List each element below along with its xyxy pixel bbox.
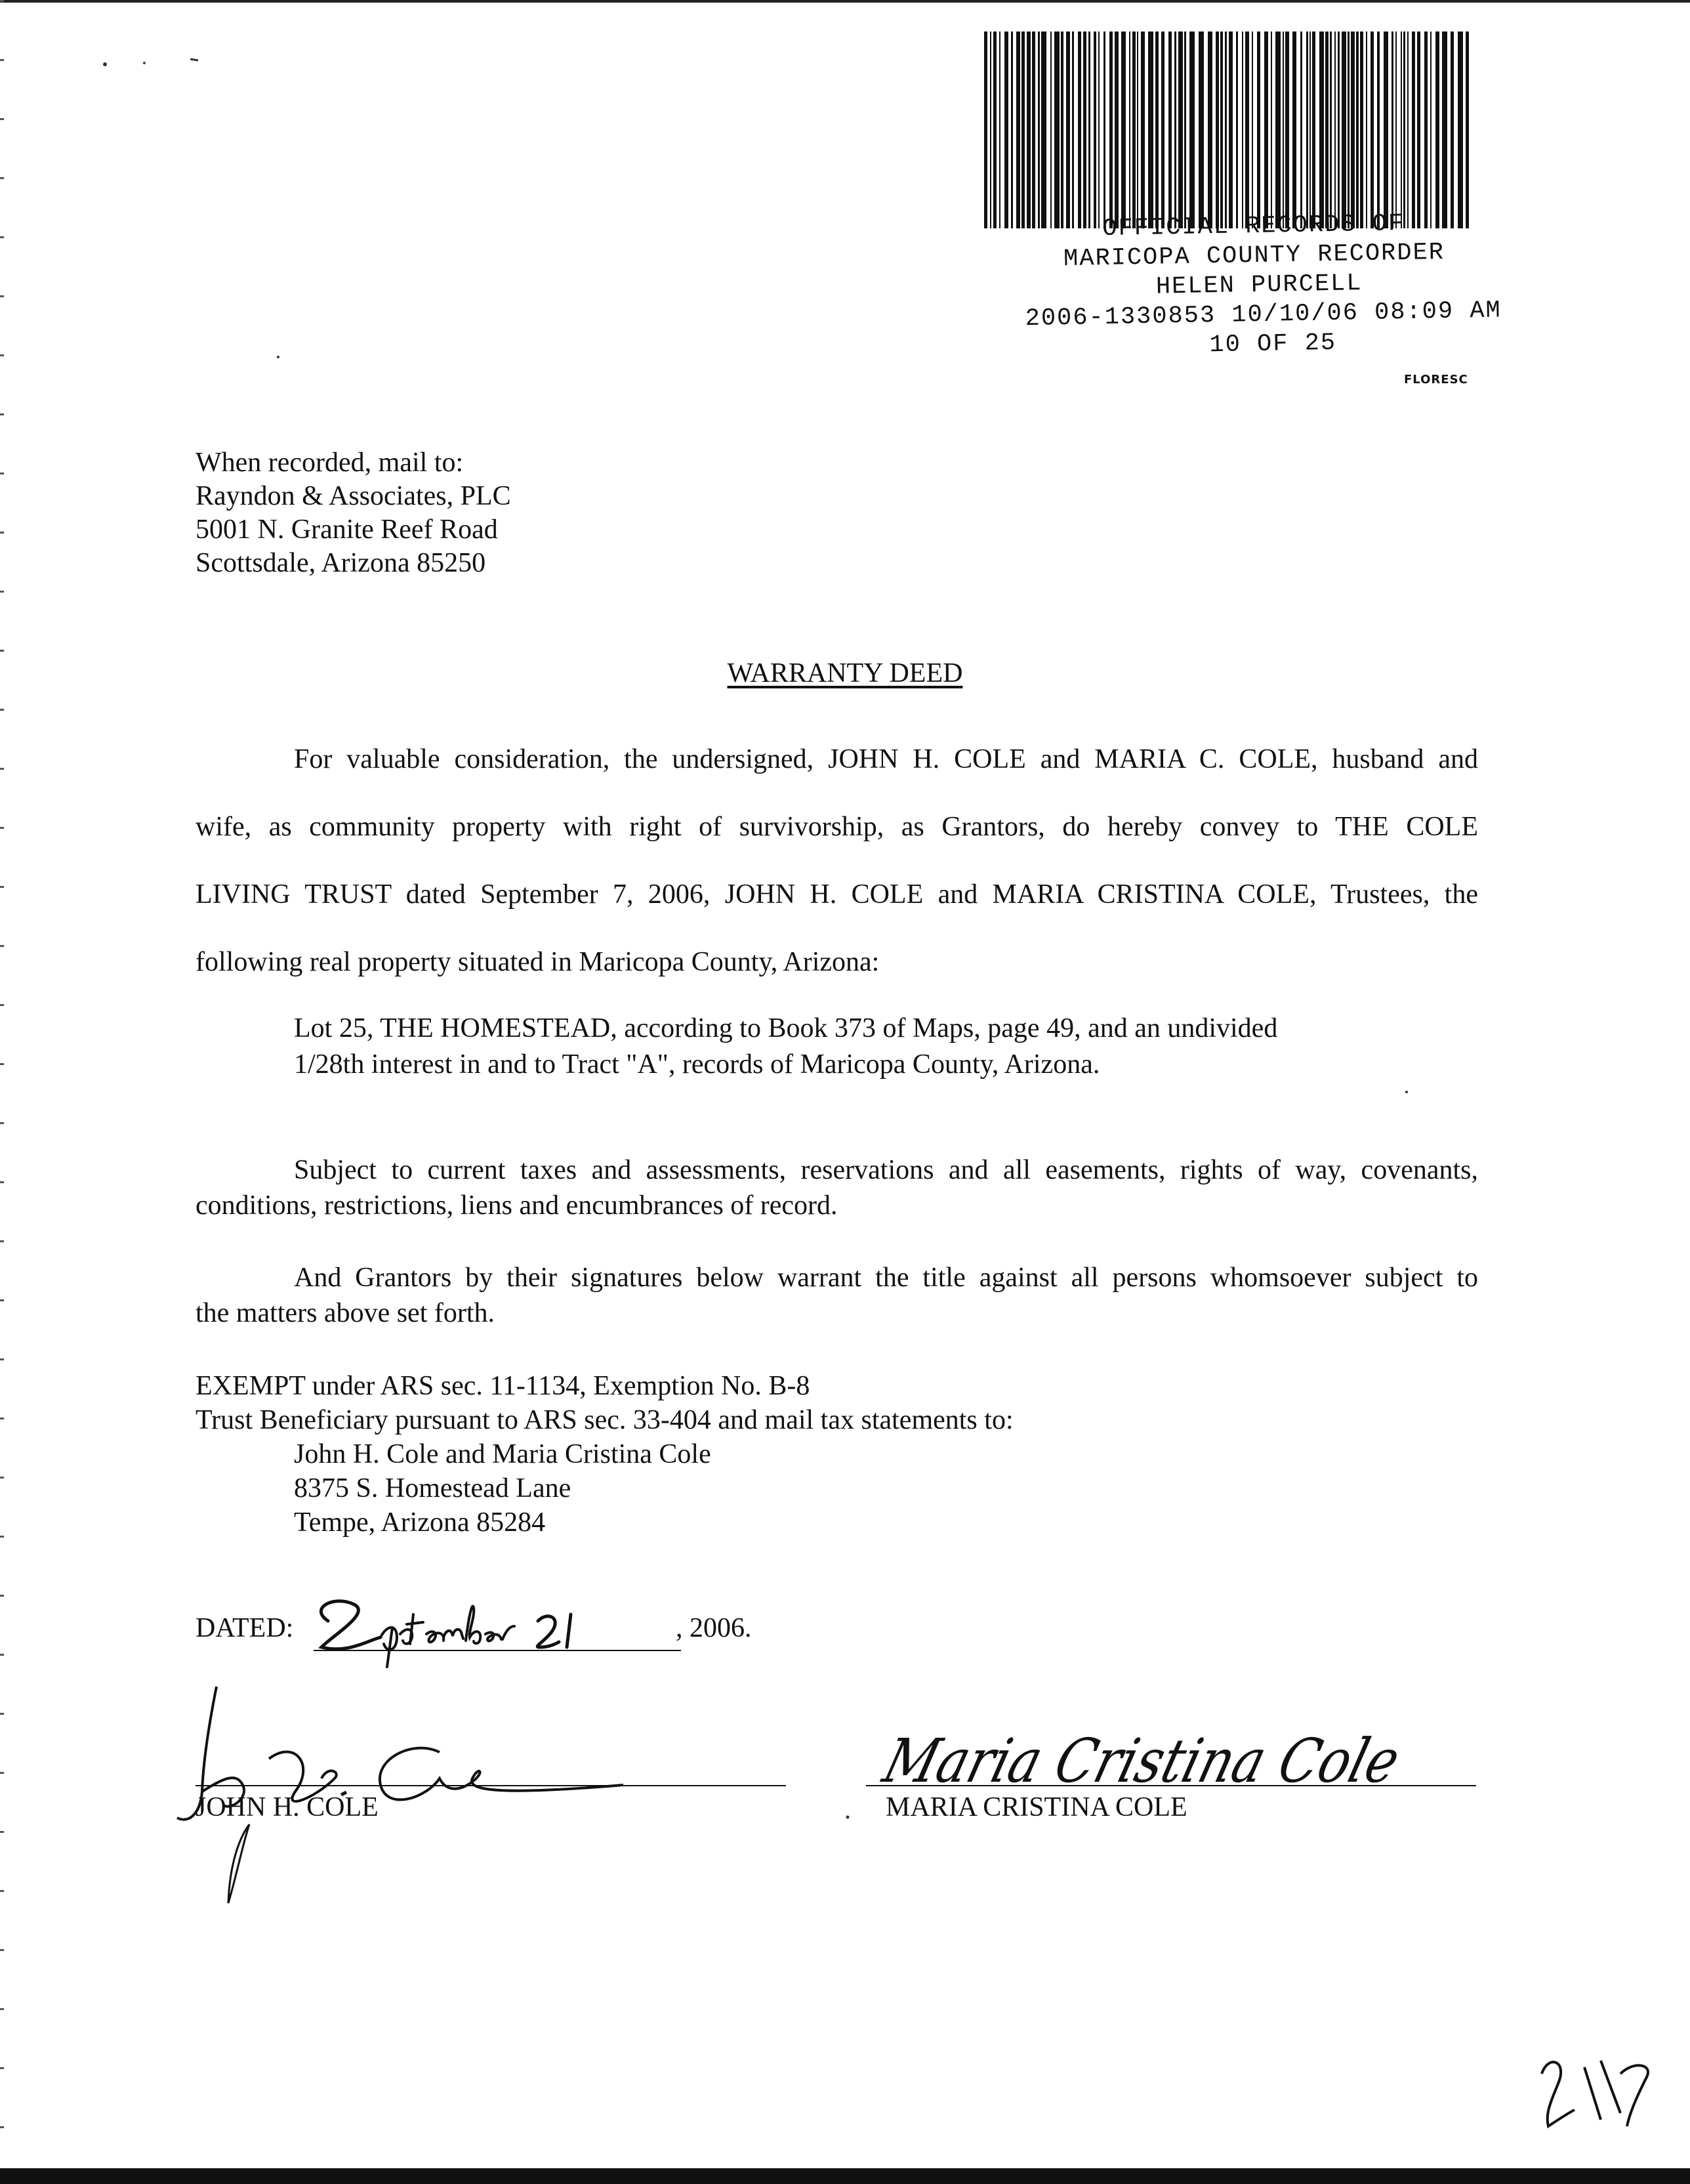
barcode-bar — [1220, 32, 1223, 228]
stamp-line-recorder-name: HELEN PURCELL — [1155, 270, 1363, 301]
recording-barcode — [984, 32, 1470, 228]
barcode-bar — [984, 32, 987, 228]
barcode-bar — [1325, 32, 1329, 228]
handwritten-date — [308, 1575, 649, 1680]
barcode-bar — [1199, 32, 1204, 228]
warranty-line: And Grantors by their signatures below warrant the title against all persons whomsoever subject to — [294, 1263, 1478, 1293]
barcode-bar — [1252, 32, 1253, 228]
barcode-bar — [1168, 32, 1172, 228]
barcode-bar — [1178, 32, 1183, 228]
barcode-bar — [1360, 32, 1363, 228]
barcode-bar — [1245, 32, 1249, 228]
barcode-bar — [1155, 32, 1159, 228]
barcode-bar — [1395, 32, 1397, 228]
barcode-bar — [1458, 32, 1463, 228]
barcode-bar — [1161, 32, 1164, 228]
barcode-bar — [1271, 32, 1272, 228]
barcode-bar — [1083, 32, 1086, 228]
exemption-line: Trust Beneficiary pursuant to ARS sec. 33-404 and mail tax statements to: — [196, 1405, 1014, 1435]
barcode-bar — [1103, 32, 1105, 228]
barcode-bar — [1078, 32, 1081, 228]
barcode-bar — [1312, 32, 1315, 228]
conveyance-line: following real property situated in Maricopa County, Arizona: — [196, 947, 880, 977]
barcode-bar — [990, 32, 991, 228]
barcode-bar — [1216, 32, 1219, 228]
warranty-line: the matters above set forth. — [196, 1298, 495, 1328]
barcode-bar — [1011, 32, 1013, 228]
scan-speck — [845, 1815, 850, 1820]
subject-to-line: conditions, restrictions, liens and encumbrances of record. — [196, 1190, 838, 1221]
barcode-bar — [1334, 32, 1336, 228]
barcode-bar — [1129, 32, 1130, 228]
svg-text:Maria Cristina Cole: Maria Cristina Cole — [876, 1726, 1497, 1797]
barcode-bar — [1072, 32, 1074, 228]
stamp-clerk-id: FLORESC — [1404, 373, 1468, 387]
barcode-bar — [1021, 32, 1025, 228]
exemption-block — [196, 1369, 1014, 1437]
barcode-bar — [1292, 32, 1296, 228]
barcode-bar — [999, 32, 1000, 228]
barcode-bar — [1371, 32, 1374, 228]
barcode-bar — [1184, 32, 1186, 228]
barcode-bar — [1412, 32, 1415, 228]
barcode-bar — [1306, 32, 1308, 228]
tax-address-name: John H. Cole and Maria Cristina Cole — [294, 1439, 711, 1469]
exemption-line: EXEMPT under ARS sec. 11-1134, Exemption No. B-8 — [196, 1371, 810, 1401]
legal-description — [294, 1011, 1277, 1083]
barcode-bar — [1424, 32, 1428, 228]
barcode-bar — [1088, 32, 1090, 228]
barcode-bar — [1109, 32, 1113, 228]
barcode-bar — [1330, 32, 1332, 228]
tax-statement-address — [294, 1437, 711, 1540]
barcode-bar — [1115, 32, 1119, 228]
tax-address-street: 8375 S. Homestead Lane — [294, 1473, 571, 1503]
barcode-bar — [1141, 32, 1145, 228]
stamp-line-page-count: 10 OF 25 — [1209, 329, 1337, 360]
barcode-bar — [1338, 32, 1340, 228]
barcode-bar — [993, 32, 997, 228]
barcode-bar — [1356, 32, 1359, 228]
barcode-bar — [1038, 32, 1040, 228]
barcode-bar — [1208, 32, 1212, 228]
dated-label: DATED: — [196, 1613, 294, 1643]
barcode-bar — [1309, 32, 1311, 228]
signatory-name-john-cole: JOHN H. COLE — [196, 1792, 379, 1822]
barcode-bar — [1348, 32, 1350, 228]
mail-to-name: Rayndon & Associates, PLC — [196, 481, 511, 511]
signature-line-john-cole — [196, 1785, 786, 1786]
barcode-bar — [1132, 32, 1136, 228]
subject-to-paragraph — [196, 1152, 1478, 1223]
legal-description-line: 1/28th interest in and to Tract "A", records of Maricopa County, Arizona. — [294, 1049, 1100, 1080]
legal-description-line: Lot 25, THE HOMESTEAD, according to Book 373 of Maps, page 49, and an undivided — [294, 1013, 1278, 1043]
barcode-bar — [1417, 32, 1420, 228]
barcode-bar — [1137, 32, 1138, 228]
barcode-bar — [1401, 32, 1402, 228]
recording-stamp — [991, 207, 1531, 364]
barcode-bar — [1430, 32, 1432, 228]
conveyance-line: LIVING TRUST dated September 7, 2006, JOHN H. COLE and MARIA CRISTINA COLE, Trustees, the — [196, 879, 1478, 910]
barcode-bar — [1016, 32, 1020, 228]
barcode-bar — [1257, 32, 1260, 228]
barcode-bar — [1275, 32, 1281, 228]
scan-speck — [1404, 1089, 1409, 1095]
barcode-bar — [1041, 32, 1046, 228]
stamp-line-county-recorder: MARICOPA COUNTY RECORDER — [1063, 238, 1445, 274]
barcode-bar — [1004, 32, 1008, 228]
barcode-bar — [1174, 32, 1176, 228]
barcode-bar — [1148, 32, 1153, 228]
barcode-bar — [1377, 32, 1380, 228]
barcode-bar — [1466, 32, 1469, 228]
handwritten-margin-note — [1529, 2048, 1660, 2146]
conveyance-line: For valuable consideration, the undersigned, JOHN H. COLE and MARIA C. COLE, husband and — [294, 744, 1478, 774]
conveyance-paragraph — [196, 726, 1478, 996]
barcode-bar — [1236, 32, 1238, 228]
barcode-bar — [1366, 32, 1367, 228]
barcode-bar — [1242, 32, 1243, 228]
maria-cole-signature — [876, 1713, 1497, 1805]
bottom-scan-edge — [0, 2168, 1690, 2184]
signature-line-maria-cole — [866, 1785, 1476, 1786]
conveyance-line: wife, as community property with right of survivorship, as Grantors, do hereby convey to THE COLE — [196, 812, 1478, 842]
barcode-bar — [1050, 32, 1052, 228]
document-title — [0, 658, 1690, 689]
barcode-bar — [1229, 32, 1233, 228]
barcode-bar — [1264, 32, 1268, 228]
mail-to-block — [196, 446, 511, 580]
scan-speck — [276, 354, 281, 360]
mail-to-city: Scottsdale, Arizona 85250 — [196, 548, 486, 578]
scan-speck — [98, 52, 216, 72]
barcode-bar — [1121, 32, 1126, 228]
barcode-bar — [1066, 32, 1070, 228]
barcode-bar — [1384, 32, 1388, 228]
barcode-bar — [1407, 32, 1409, 228]
barcode-bar — [1285, 32, 1289, 228]
barcode-bar — [1094, 32, 1096, 228]
barcode-bar — [1442, 32, 1447, 228]
stamp-line-document-number: 2006-1330853 10/10/06 08:09 AM — [1025, 297, 1502, 333]
mail-to-heading: When recorded, mail to: — [196, 448, 464, 478]
left-scan-edge — [0, 0, 4, 2166]
barcode-bar — [1283, 32, 1284, 228]
warranty-paragraph — [196, 1260, 1478, 1331]
dated-year: , 2006. — [676, 1613, 752, 1643]
barcode-bar — [1032, 32, 1035, 228]
barcode-bar — [1225, 32, 1227, 228]
barcode-bar — [1319, 32, 1324, 228]
barcode-bar — [1451, 32, 1454, 228]
barcode-bar — [1054, 32, 1060, 228]
tax-address-city: Tempe, Arizona 85284 — [294, 1507, 546, 1538]
barcode-bar — [1061, 32, 1063, 228]
stamp-line-official-records: OFFICIAL RECORDS OF — [1102, 210, 1405, 243]
barcode-bar — [1351, 32, 1355, 228]
barcode-bar — [1189, 32, 1195, 228]
barcode-bar — [1300, 32, 1302, 228]
barcode-bar — [1391, 32, 1393, 228]
signatory-name-maria-cole: MARIA CRISTINA COLE — [886, 1792, 1187, 1822]
barcode-bar — [1342, 32, 1346, 228]
barcode-bar — [1403, 32, 1405, 228]
mail-to-street: 5001 N. Granite Reef Road — [196, 514, 498, 545]
barcode-bar — [1027, 32, 1031, 228]
barcode-bar — [1435, 32, 1439, 228]
top-scan-edge — [0, 0, 1690, 3]
barcode-bar — [1098, 32, 1100, 228]
document-title-text: WARRANTY DEED — [727, 658, 963, 688]
subject-to-line: Subject to current taxes and assessments, reservations and all easements, rights of way, covenants, — [294, 1155, 1478, 1185]
